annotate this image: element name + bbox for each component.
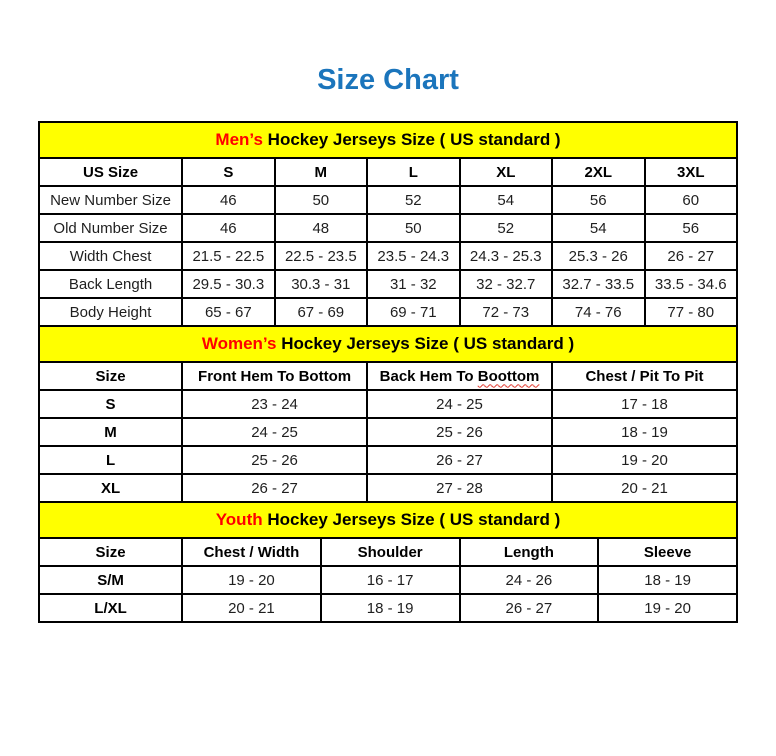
page-title: Size Chart	[317, 64, 459, 96]
mens-table-row	[39, 242, 737, 270]
mens-column-header: US Size	[39, 158, 182, 186]
cell-value: 56	[645, 214, 738, 242]
row-label: S	[39, 390, 182, 418]
cell-value: 77 - 80	[645, 298, 738, 326]
mens-column-header: XL	[460, 158, 552, 186]
cell-value: 31 - 32	[367, 270, 459, 298]
cell-value: 29.5 - 30.3	[182, 270, 274, 298]
womens-column-header: Back Hem To Boottom	[367, 362, 552, 390]
cell-value: 60	[645, 186, 738, 214]
cell-value: 26 - 27	[182, 474, 367, 502]
mens-section-title: Men’s Hockey Jerseys Size ( US standard )	[39, 122, 737, 158]
cell-value: 26 - 27	[645, 242, 738, 270]
cell-value: 33.5 - 34.6	[645, 270, 738, 298]
cell-value: 52	[460, 214, 552, 242]
mens-column-header: 3XL	[645, 158, 738, 186]
cell-value: 23.5 - 24.3	[367, 242, 459, 270]
womens-table-row	[39, 446, 737, 474]
cell-value: 24 - 25	[367, 390, 552, 418]
cell-value: 32.7 - 33.5	[552, 270, 644, 298]
size-chart-page	[0, 64, 776, 756]
cell-value: 69 - 71	[367, 298, 459, 326]
mens-column-header: L	[367, 158, 459, 186]
cell-value: 18 - 19	[552, 418, 737, 446]
cell-value: 32 - 32.7	[460, 270, 552, 298]
row-label: Back Length	[39, 270, 182, 298]
cell-value: 23 - 24	[182, 390, 367, 418]
youth-column-header: Length	[460, 538, 599, 566]
youth-section-band-row	[39, 502, 737, 538]
youth-column-header: Sleeve	[598, 538, 737, 566]
cell-value: 25 - 26	[367, 418, 552, 446]
cell-value: 54	[552, 214, 644, 242]
youth-column-header: Shoulder	[321, 538, 460, 566]
cell-value: 56	[552, 186, 644, 214]
cell-value: 17 - 18	[552, 390, 737, 418]
cell-value: 30.3 - 31	[275, 270, 367, 298]
womens-table-row	[39, 418, 737, 446]
row-label: New Number Size	[39, 186, 182, 214]
row-label: L	[39, 446, 182, 474]
cell-value: 46	[182, 214, 274, 242]
mens-table-row	[39, 298, 737, 326]
mens-table-row	[39, 214, 737, 242]
row-label: Width Chest	[39, 242, 182, 270]
youth-header-row	[39, 538, 737, 566]
womens-header-row	[39, 362, 737, 390]
womens-column-header: Size	[39, 362, 182, 390]
size-chart-tables	[38, 121, 738, 623]
row-label: Old Number Size	[39, 214, 182, 242]
mens-size-table	[38, 121, 738, 327]
womens-section-band-row	[39, 326, 737, 362]
cell-value: 21.5 - 22.5	[182, 242, 274, 270]
cell-value: 50	[275, 186, 367, 214]
row-label: L/XL	[39, 594, 182, 622]
womens-column-header: Chest / Pit To Pit	[552, 362, 737, 390]
cell-value: 67 - 69	[275, 298, 367, 326]
cell-value: 24.3 - 25.3	[460, 242, 552, 270]
misspelled-word: Boottom	[477, 367, 540, 385]
youth-table-row	[39, 594, 737, 622]
womens-size-table	[38, 325, 738, 503]
cell-value: 52	[367, 186, 459, 214]
mens-column-header: 2XL	[552, 158, 644, 186]
cell-value: 20 - 21	[182, 594, 321, 622]
mens-table-row	[39, 270, 737, 298]
mens-section-title-highlight: Men’s	[215, 130, 263, 149]
cell-value: 74 - 76	[552, 298, 644, 326]
mens-header-row	[39, 158, 737, 186]
cell-value: 20 - 21	[552, 474, 737, 502]
cell-value: 19 - 20	[598, 594, 737, 622]
cell-value: 65 - 67	[182, 298, 274, 326]
cell-value: 46	[182, 186, 274, 214]
youth-column-header: Chest / Width	[182, 538, 321, 566]
row-label: Body Height	[39, 298, 182, 326]
cell-value: 72 - 73	[460, 298, 552, 326]
mens-section-band-row	[39, 122, 737, 158]
youth-section-title-highlight: Youth	[215, 510, 263, 529]
cell-value: 50	[367, 214, 459, 242]
cell-value: 24 - 26	[460, 566, 599, 594]
row-label: M	[39, 418, 182, 446]
youth-size-table	[38, 501, 738, 623]
youth-column-header: Size	[39, 538, 182, 566]
womens-table-row	[39, 474, 737, 502]
mens-column-header: S	[182, 158, 274, 186]
cell-value: 18 - 19	[321, 594, 460, 622]
womens-section-title-highlight: Women’s	[201, 334, 277, 353]
cell-value: 27 - 28	[367, 474, 552, 502]
mens-column-header: M	[275, 158, 367, 186]
cell-value: 16 - 17	[321, 566, 460, 594]
cell-value: 48	[275, 214, 367, 242]
youth-table-row	[39, 566, 737, 594]
row-label: S/M	[39, 566, 182, 594]
cell-value: 22.5 - 23.5	[275, 242, 367, 270]
row-label: XL	[39, 474, 182, 502]
cell-value: 18 - 19	[598, 566, 737, 594]
cell-value: 19 - 20	[182, 566, 321, 594]
womens-section-title: Women’s Hockey Jerseys Size ( US standard )	[39, 326, 737, 362]
cell-value: 24 - 25	[182, 418, 367, 446]
cell-value: 26 - 27	[367, 446, 552, 474]
womens-table-row	[39, 390, 737, 418]
cell-value: 26 - 27	[460, 594, 599, 622]
mens-table-row	[39, 186, 737, 214]
cell-value: 54	[460, 186, 552, 214]
cell-value: 25.3 - 26	[552, 242, 644, 270]
cell-value: 25 - 26	[182, 446, 367, 474]
youth-section-title: Youth Hockey Jerseys Size ( US standard )	[39, 502, 737, 538]
cell-value: 19 - 20	[552, 446, 737, 474]
womens-column-header: Front Hem To Bottom	[182, 362, 367, 390]
